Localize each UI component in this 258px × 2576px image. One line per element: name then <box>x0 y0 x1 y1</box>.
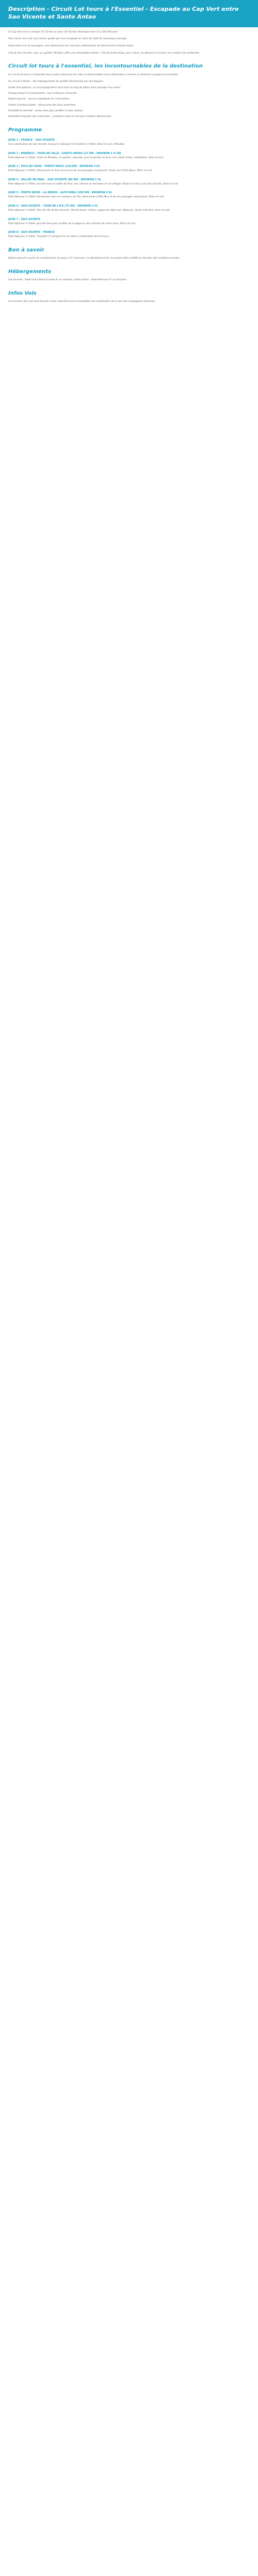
page-title: Description - Circuit Lot tours à l'Essentiel - Escapade au Cap Vert entre Sao Vicente et Santo Antao <box>8 6 239 21</box>
day-text: Vol à destination de Sao Vicente. Accueil à l'aéroport et transfert à l'hôtel. Dîner et nuit à Mindelo. <box>8 143 125 146</box>
section-title-hebergements: Hébergements <box>8 268 52 275</box>
day-block <box>8 231 250 239</box>
day-text: Petit déjeuner à l'hôtel. Journée dans la vallée de Paul, ses cultures en terrasses et ses villages. Retour en ferry vers Sao Vicente. Dîner et nuit. <box>8 182 179 185</box>
hero-banner <box>0 0 258 27</box>
day-text: Petit déjeuner à l'hôtel. Randonnée dans les hauteurs de l'île, découverte d'Alto Mira et de ses paysages volcaniques. Dîner et nuit. <box>8 196 165 199</box>
day-block <box>8 139 250 147</box>
section-title-essentials: Circuit lot tours à l'essentiel, les incontournables de la destination <box>8 63 203 70</box>
intro-paragraph: Le Cap Vert est un archipel de 10 îles au cœur de l'Océan Atlantique face à la côte Africaine. <box>8 30 119 33</box>
intro-paragraph: Situé entre mer et montagne, vous découvrirez les charmes authentiques de Sao Vicente et Santo Antao. <box>8 44 134 47</box>
day-text: Petit déjeuner à l'hôtel. Journée libre pour profiter de la plage ou des activités de votre choix. Dîner et nuit. <box>8 222 136 225</box>
day-block <box>8 218 250 226</box>
day-block <box>8 152 250 160</box>
day-title: JOUR 5 : PORTO NOVO - LA REDOS - ALTO MIRA (100 KM - ENVIRON 3 H) <box>8 191 112 195</box>
day-block <box>8 205 250 213</box>
day-text: Petit déjeuner à l'hôtel. Visite de Mindelo, la capitale culturelle, puis traversée en ferry vers Santo Antao. Installation, dîner et nuit. <box>8 156 164 159</box>
hebergements-text: Sao Vicente : Hotel Oasis Porto Grande 4* ou similaire. Santo Antao : Hotel Pedracin 4* ou similaire. <box>8 279 127 282</box>
section-title-programme: Programme <box>8 127 42 133</box>
bon-a-savoir-text: Départ garanti à partir de 2 participants et jusqu'à 15 maximum. Le déroulement du circuit peut être modifié en fonction des conditions locales. <box>8 257 180 260</box>
day-block <box>8 178 250 187</box>
day-text: Petit déjeuner à l'hôtel. Découverte du Pico da Cruz et de ses paysages verdoyants. Route vers Porto Novo. Dîner et nuit. <box>8 170 153 173</box>
intro-paragraph: L'île de Sao Vicente, avec sa capitale, Mindelo, offre une atmosphère festive ; l'île de Santo Antao, plus nature, se découvre à travers ses sentiers de randonnée. <box>8 52 200 55</box>
list-item: Visites incontournables : découverte des lieux essentiels. <box>8 104 76 107</box>
list-item: Un circuit 4 étoiles : des hébergements de qualité sélectionnés par nos équipes. <box>8 80 104 83</box>
day-block <box>8 191 250 199</box>
section-title-infos-vols: Infos Vols <box>8 290 37 296</box>
main-content <box>0 27 258 304</box>
day-title: JOUR 7 : SAO VICENTE <box>8 217 41 221</box>
list-item: Départ garanti : aucune inquiétude sur l'annulation. <box>8 98 70 101</box>
day-title: JOUR 6 : SAO VICENTE - TOUR DE L'ÎLE (75 KM - ENVIRON 3 H) <box>8 204 98 208</box>
day-title: JOUR 8 : SAO VICENTE - FRANCE <box>8 231 55 234</box>
day-title: JOUR 3 : PICO DA CRUZ - PORTO NOVO (130 KM - ENVIRON 3 H) <box>8 165 100 168</box>
list-item: Groupe jusqu'à 15 participants : une ambiance conviviale. <box>8 92 78 95</box>
essentials-intro: Un circuit lot tours à l'essentiel vous invite à découvrir les sites incontournables d'une destination à travers un itinéraire complet et accessible. <box>8 73 179 76</box>
day-text: Petit déjeuner à l'hôtel. Tour de l'île de Sao Vicente : Monte Verde, Calhau, plages de sable noir. Déjeuner, après-midi libre, dîner et nuit. <box>8 209 171 212</box>
list-item: Guide francophone : un accompagnateur local tout au long du séjour pour partager son savoir. <box>8 86 121 89</box>
intro-paragraph: Vous serez ravi.e de vous laisser guider par une escapade au cœur de cette île volcanique sauvage. <box>8 38 127 41</box>
day-title: JOUR 2 : MINDELO - TOUR DE VILLE - SANTO ANTAO (27 KM - ENVIRON 1 H 30) <box>8 151 121 155</box>
list-item: Flexibilité & sérénité : temps libre pour profiter à votre rythme. <box>8 109 84 112</box>
day-title: JOUR 1 : FRANCE - SAO VICENTE <box>8 139 55 142</box>
day-block <box>8 165 250 173</box>
day-title: JOUR 4 : VALLÉE DE PAUL - SAO VICENTE (80 KM - ENVIRON 2 H) <box>8 178 101 181</box>
section-title-bon-a-savoir: Bon à savoir <box>8 247 44 253</box>
day-text: Petit déjeuner à l'hôtel. Transfert à l'aéroport et vol retour à destination de la France. <box>8 235 110 239</box>
essentials-list <box>8 80 250 118</box>
list-item: Possibilité d'ajouter des extensions : combinez votre circuit avec d'autres découvertes. <box>8 115 112 118</box>
infos-vols-text: Les horaires des vols sont donnés à titre indicatif et sont susceptibles de modification de la part des compagnies aériennes. <box>8 300 156 303</box>
